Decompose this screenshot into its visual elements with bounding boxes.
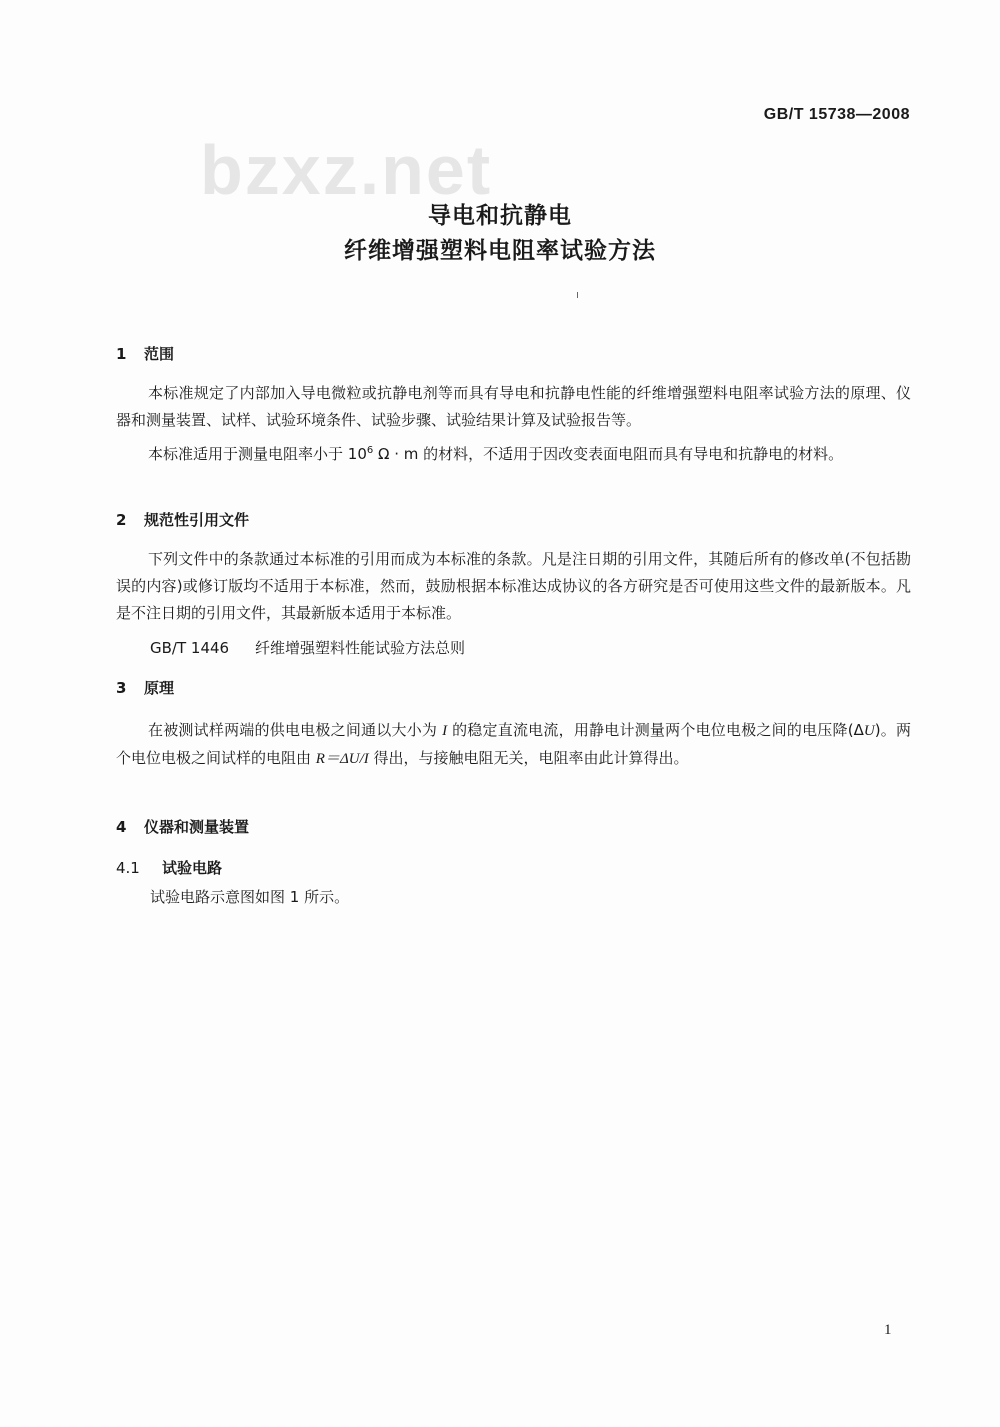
section-number: 2 <box>116 511 127 529</box>
section-2-heading <box>116 509 249 530</box>
section-number: 3 <box>116 679 127 697</box>
symbol-voltage: U <box>863 723 875 739</box>
reference-code: GB/T 1446 <box>150 639 230 657</box>
section-4-1-text: 试验电路示意图如图 1 所示。 <box>150 888 350 906</box>
section-3-paragraph-1 <box>116 717 911 773</box>
title-line-1: 导电和抗静电 <box>428 203 572 229</box>
section-3-heading <box>116 677 174 698</box>
section-title: 原理 <box>144 679 175 697</box>
section-title: 试验电路 <box>162 859 223 877</box>
text-run: Ω · m 的材料，不适用于因改变表面电阻而具有导电和抗静电的材料。 <box>373 445 844 463</box>
section-number: 4 <box>116 818 127 836</box>
text-run: 的稳定直流电流，用静电计测量两个电位电极之间的电压降(Δ <box>447 721 864 739</box>
watermark: bzxz.net <box>200 131 493 209</box>
section-1-paragraph-1: 本标准规定了内部加入导电微粒或抗静电剂等而具有导电和抗静电性能的纤维增强塑料电阻率试验方法的原理、仪器和测量装置、试样、试验环境条件、试验步骤、试验结果计算及试验报告等。 <box>116 384 911 429</box>
section-number: 1 <box>116 345 127 363</box>
section-title: 规范性引用文件 <box>144 511 250 529</box>
resistance-formula: R＝ΔU/I <box>315 751 369 767</box>
page-number: 1 <box>884 1322 892 1338</box>
symbol-current: I <box>442 723 448 739</box>
text-run: 在被测试样两端的供电电极之间通以大小为 <box>148 721 443 739</box>
superscript-exponent: 6 <box>366 445 374 456</box>
section-1-heading <box>116 343 174 364</box>
section-2-paragraph-1: 下列文件中的条款通过本标准的引用而成为本标准的条款。凡是注日期的引用文件，其随后所有的修改单(不包括勘误的内容)或修订版均不适用于本标准，然而，鼓励根据本标准达成协议的各方研究是否可使用这些文件的最新版本。凡是不注日期的引用文件，其最新版本适用于本标准。 <box>116 550 911 622</box>
text-run: 本标准适用于测量电阻率小于 10 <box>148 445 367 463</box>
standard-code: GB/T 15738—2008 <box>763 106 910 123</box>
reference-title: 纤维增强塑料性能试验方法总则 <box>255 639 466 657</box>
section-1-paragraph-2 <box>116 437 911 468</box>
normative-reference <box>150 637 465 658</box>
section-title: 范围 <box>144 345 175 363</box>
section-title: 仪器和测量装置 <box>144 818 250 836</box>
text-run: )。两个电位电极之间试样的电阻由 <box>116 721 911 767</box>
title-line-2: 纤维增强塑料电阻率试验方法 <box>344 238 656 264</box>
section-4-heading <box>116 816 249 837</box>
scan-mark <box>577 292 578 298</box>
text-run: 得出，与接触电阻无关，电阻率由此计算得出。 <box>368 749 689 767</box>
section-number: 4.1 <box>116 859 140 877</box>
section-4-1-heading <box>116 857 222 878</box>
